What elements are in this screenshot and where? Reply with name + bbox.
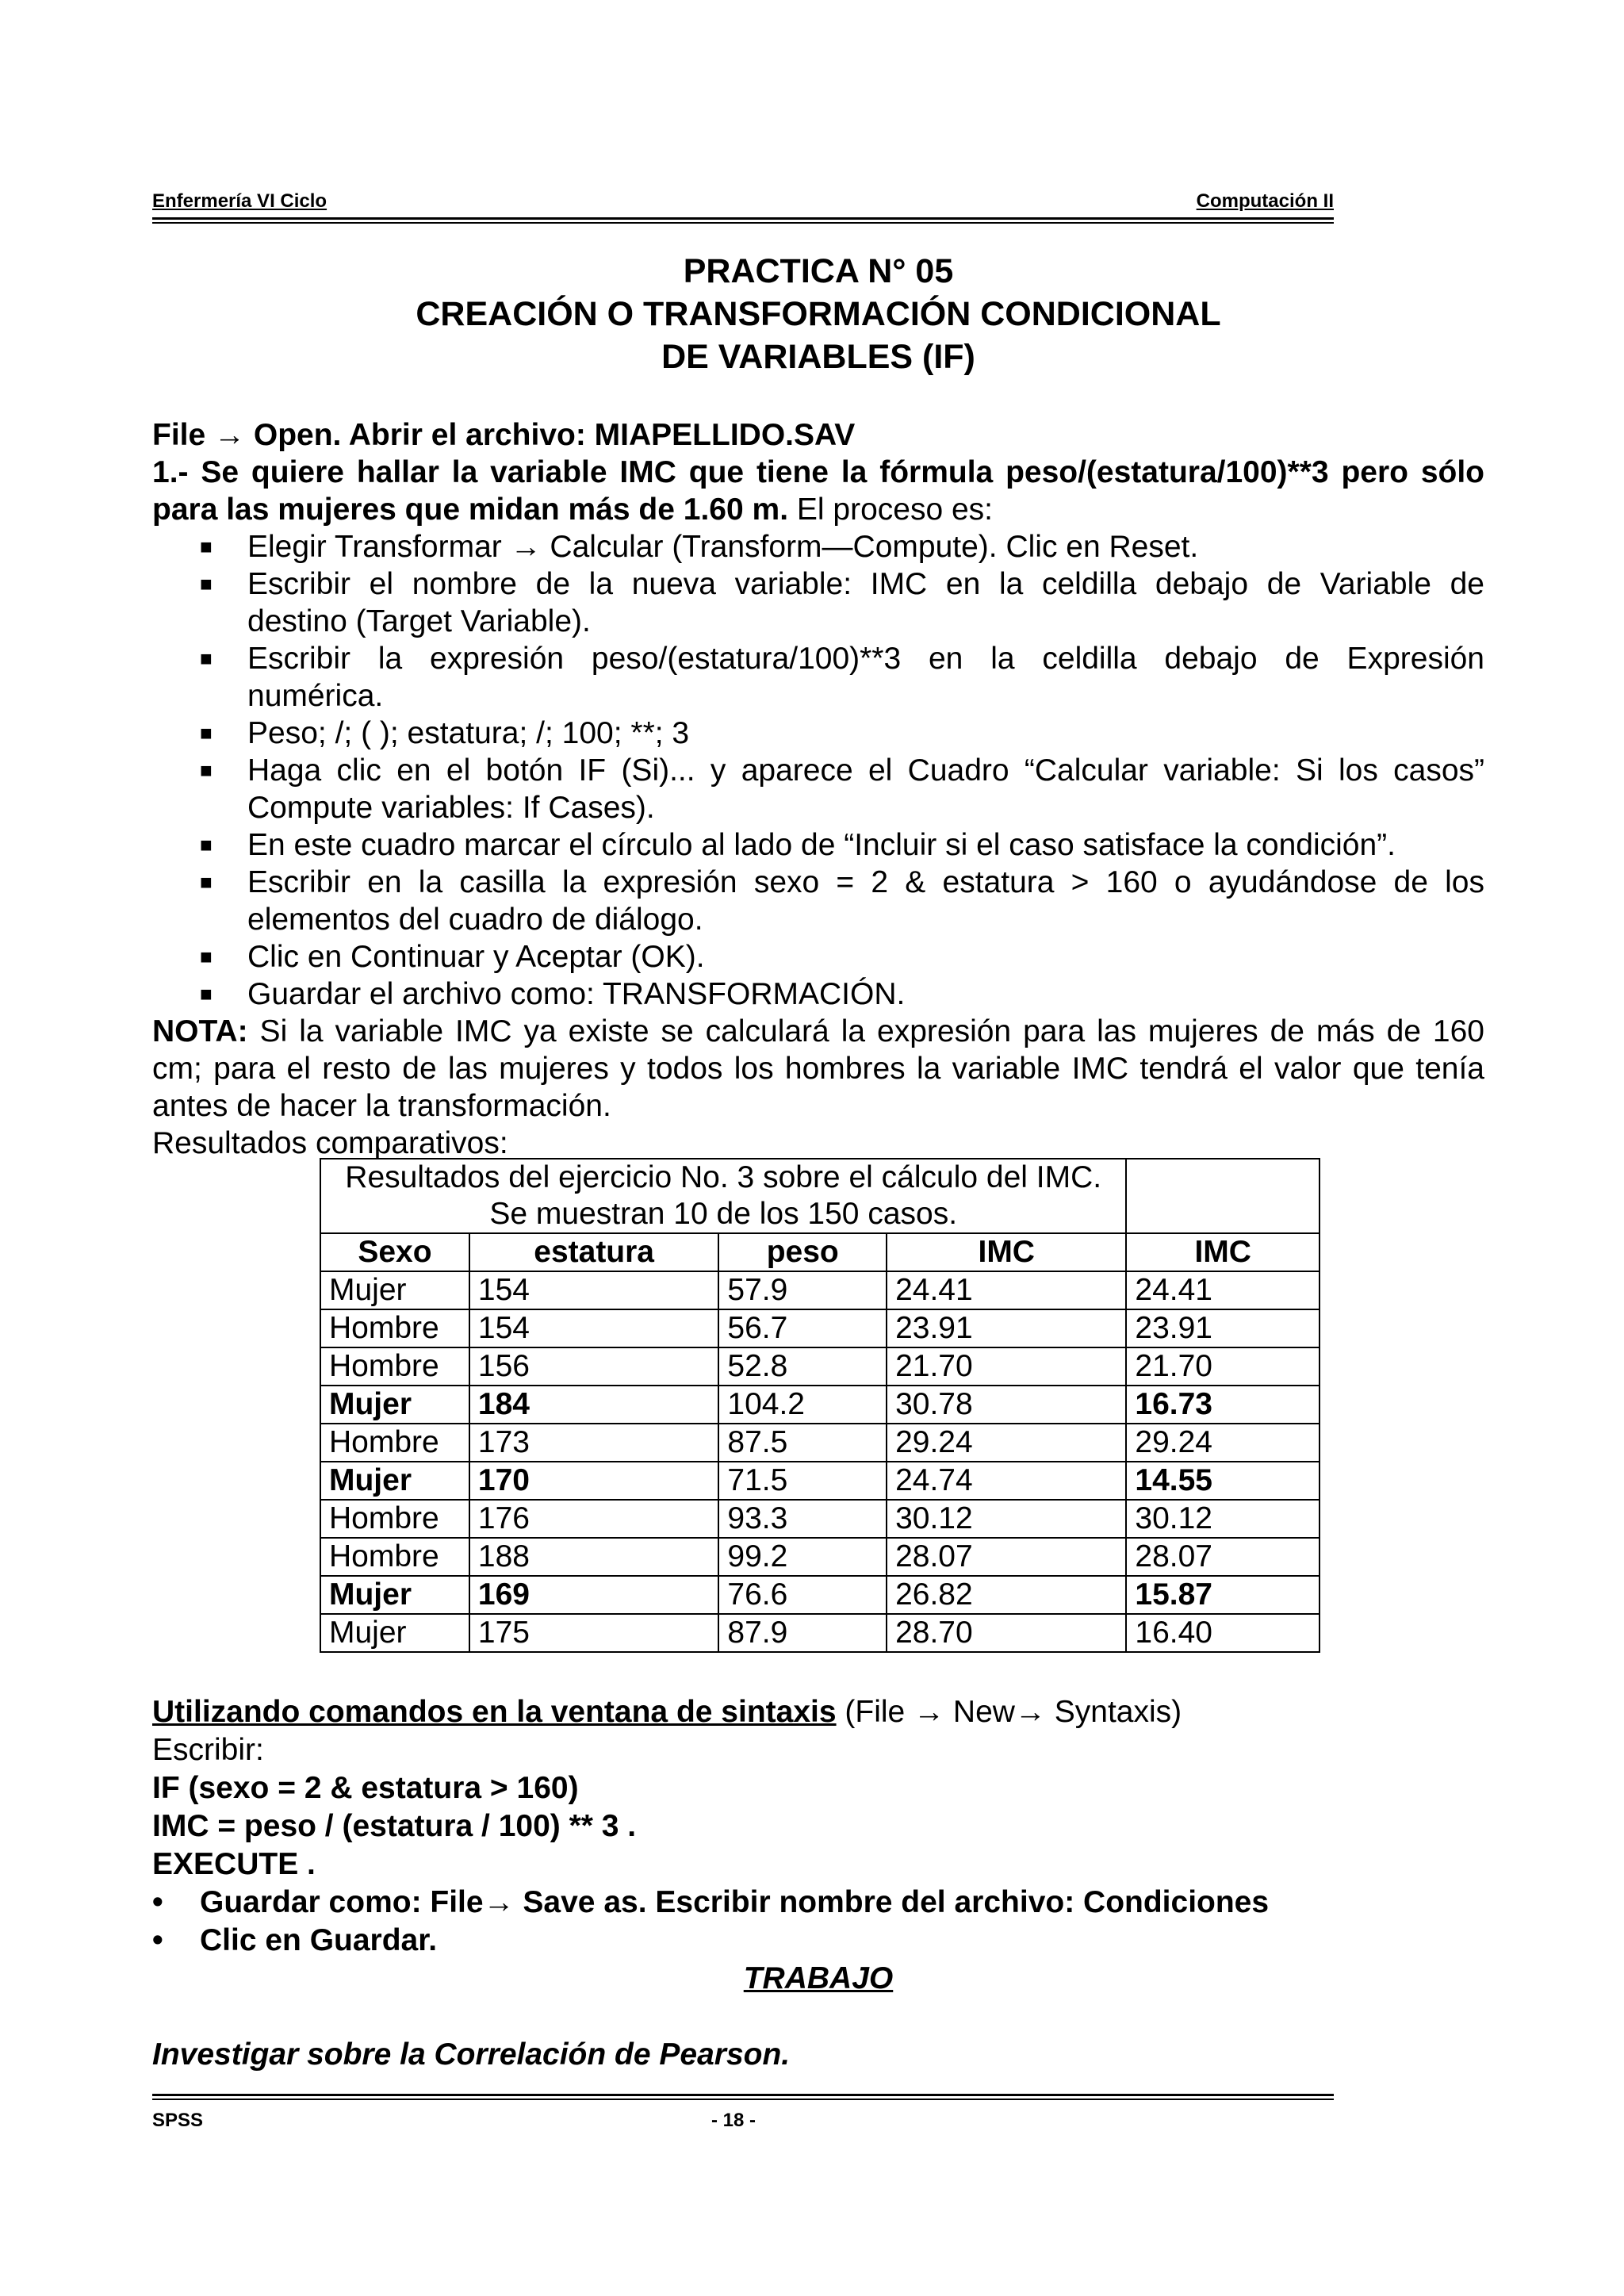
cell-sexo: Mujer [320, 1462, 469, 1500]
cell-sexo: Hombre [320, 1500, 469, 1538]
square-bullet-icon: ■ [200, 982, 213, 1006]
cell-sexo: Hombre [320, 1309, 469, 1347]
cell-estatura: 184 [469, 1386, 719, 1424]
bullet-dot-icon: • [152, 1885, 163, 1919]
step-item [152, 752, 1484, 826]
syntax-bullets [152, 1884, 1484, 1960]
cell-sexo: Mujer [320, 1386, 469, 1424]
cell-imc1: 30.78 [887, 1386, 1126, 1424]
cell-estatura: 156 [469, 1347, 719, 1386]
step-text-line-2: numérica. [247, 679, 384, 713]
cell-peso: 93.3 [718, 1500, 887, 1538]
step-item [152, 528, 1484, 565]
open-file-line: File → Open. Abrir el archivo: MIAPELLIDO.SAV [152, 418, 856, 452]
results-label: Resultados comparativos: [152, 1126, 508, 1160]
cell-estatura: 154 [469, 1309, 719, 1347]
footer-rule-thin [152, 2099, 1334, 2100]
cell-imc2: 28.07 [1126, 1538, 1320, 1576]
table-row [320, 1347, 1320, 1386]
cell-peso: 76.6 [718, 1576, 887, 1614]
cell-imc2: 23.91 [1126, 1309, 1320, 1347]
cell-sexo: Mujer [320, 1614, 469, 1652]
step-text-line-1: Elegir Transformar → Calcular (Transform—Compute). Clic en Reset. [247, 530, 1199, 564]
step-item [152, 864, 1484, 938]
footer-rule [152, 2094, 1334, 2096]
table-row [320, 1271, 1320, 1309]
cell-imc1: 24.74 [887, 1462, 1126, 1500]
header-subject: Computación II [1196, 190, 1334, 212]
page-title [152, 250, 1484, 378]
header-imc-1: IMC [887, 1233, 1126, 1271]
code-line-2: IMC = peso / (estatura / 100) ** 3 . [152, 1809, 637, 1843]
table-caption-row [320, 1159, 1320, 1233]
step-text-line-1: Escribir el nombre de la nueva variable: IMC en la celdilla debajo de Variable de [247, 567, 1484, 601]
table-header-row [320, 1233, 1320, 1271]
step-text-line-1: Guardar el archivo como: TRANSFORMACIÓN. [247, 977, 906, 1011]
cell-peso: 104.2 [718, 1386, 887, 1424]
square-bullet-icon: ■ [200, 646, 213, 670]
syntax-heading-rest: (File → New→ Syntaxis) [836, 1695, 1182, 1729]
cell-peso: 99.2 [718, 1538, 887, 1576]
square-bullet-icon: ■ [200, 870, 213, 894]
caption-line-1: Resultados del ejercicio No. 3 sobre el cálculo del IMC. [345, 1160, 1102, 1194]
bullet-text: Clic en Guardar. [200, 1923, 438, 1957]
cell-peso: 71.5 [718, 1462, 887, 1500]
cell-peso: 52.8 [718, 1347, 887, 1386]
cell-sexo: Hombre [320, 1347, 469, 1386]
cell-imc1: 28.70 [887, 1614, 1126, 1652]
cell-imc1: 21.70 [887, 1347, 1126, 1386]
instructions [152, 416, 1484, 1162]
header-peso: peso [718, 1233, 887, 1271]
step-item [152, 640, 1484, 715]
header-estatura: estatura [469, 1233, 719, 1271]
table-row [320, 1462, 1320, 1500]
step-item [152, 826, 1484, 864]
square-bullet-icon: ■ [200, 535, 213, 558]
caption-line-2: Se muestran 10 de los 150 casos. [489, 1197, 958, 1231]
square-bullet-icon: ■ [200, 758, 213, 782]
bullet-save-as [152, 1884, 1484, 1922]
step-text-line-2: Compute variables: If Cases). [247, 791, 655, 825]
bullet-text: Guardar como: File→ Save as. Escribir nombre del archivo: Condiciones [200, 1885, 1270, 1919]
table-row [320, 1386, 1320, 1424]
square-bullet-icon: ■ [200, 833, 213, 857]
cell-imc1: 30.12 [887, 1500, 1126, 1538]
page-number: - 18 - [711, 2110, 756, 2131]
cell-imc1: 26.82 [887, 1576, 1126, 1614]
header-sexo: Sexo [320, 1233, 469, 1271]
step-item [152, 938, 1484, 976]
cell-peso: 87.5 [718, 1424, 887, 1462]
footer-software: SPSS [152, 2110, 204, 2131]
note-text-1: Si la variable IMC ya existe se calculará la expresión para las mujeres de más de 160 [247, 1014, 1484, 1048]
question-1-line-2 [152, 491, 1484, 528]
cell-imc1: 28.07 [887, 1538, 1126, 1576]
step-item [152, 715, 1484, 752]
square-bullet-icon: ■ [200, 721, 213, 745]
step-text-line-1: Clic en Continuar y Aceptar (OK). [247, 940, 705, 974]
table-row [320, 1538, 1320, 1576]
cell-estatura: 169 [469, 1576, 719, 1614]
step-item [152, 976, 1484, 1013]
results-table [320, 1158, 1320, 1653]
code-line-3: EXECUTE . [152, 1847, 316, 1881]
cell-imc2: 30.12 [1126, 1500, 1320, 1538]
page-footer [152, 2110, 1334, 2133]
cell-estatura: 170 [469, 1462, 719, 1500]
cell-peso: 56.7 [718, 1309, 887, 1347]
step-item [152, 565, 1484, 640]
cell-imc2: 24.41 [1126, 1271, 1320, 1309]
question-1-bold: para las mujeres que midan más de 1.60 m. [152, 493, 789, 527]
table-caption [320, 1159, 1126, 1233]
header-imc-2: IMC [1126, 1233, 1320, 1271]
cell-sexo: Hombre [320, 1424, 469, 1462]
cell-imc1: 23.91 [887, 1309, 1126, 1347]
steps-list [152, 528, 1484, 1013]
write-label: Escribir: [152, 1733, 264, 1767]
page-header [152, 190, 1334, 217]
note-line-3: antes de hacer la transformación. [152, 1089, 611, 1123]
table-row [320, 1500, 1320, 1538]
cell-imc2: 16.73 [1126, 1386, 1320, 1424]
step-text-line-1: En este cuadro marcar el círculo al lado de “Incluir si el caso satisface la condición”. [247, 828, 1396, 862]
step-text-line-1: Escribir la expresión peso/(estatura/100)**3 en la celdilla debajo de Expresión [247, 642, 1484, 676]
cell-imc2: 29.24 [1126, 1424, 1320, 1462]
step-text-line-1: Haga clic en el botón IF (Si)... y aparece el Cuadro “Calcular variable: Si los casos” [247, 753, 1484, 788]
title-line-3: DE VARIABLES (IF) [661, 338, 975, 376]
code-line-1: IF (sexo = 2 & estatura > 160) [152, 1771, 579, 1805]
syntax-heading-line [152, 1693, 1484, 1731]
table-row [320, 1614, 1320, 1652]
bullet-dot-icon: • [152, 1923, 163, 1957]
question-1-line-1: 1.- Se quiere hallar la variable IMC que tiene la fórmula peso/(estatura/100)**3 pero sólo [152, 455, 1484, 489]
cell-estatura: 175 [469, 1614, 719, 1652]
square-bullet-icon: ■ [200, 572, 213, 596]
cell-imc1: 24.41 [887, 1271, 1126, 1309]
table-row [320, 1424, 1320, 1462]
syntax-heading: Utilizando comandos en la ventana de sintaxis [152, 1695, 837, 1729]
cell-estatura: 154 [469, 1271, 719, 1309]
cell-estatura: 173 [469, 1424, 719, 1462]
cell-imc2: 21.70 [1126, 1347, 1320, 1386]
table-row [320, 1309, 1320, 1347]
header-course: Enfermería VI Ciclo [152, 190, 327, 212]
title-line-2: CREACIÓN O TRANSFORMACIÓN CONDICIONAL [416, 295, 1221, 333]
cell-peso: 57.9 [718, 1271, 887, 1309]
square-bullet-icon: ■ [200, 945, 213, 968]
cell-sexo: Mujer [320, 1576, 469, 1614]
step-text-line-1: Peso; /; ( ); estatura; /; 100; **; 3 [247, 716, 690, 750]
note-line-1 [152, 1013, 1484, 1050]
header-rule [152, 217, 1334, 220]
table-row [320, 1576, 1320, 1614]
note-label: NOTA: [152, 1014, 248, 1048]
cell-imc2: 14.55 [1126, 1462, 1320, 1500]
cell-estatura: 176 [469, 1500, 719, 1538]
cell-peso: 87.9 [718, 1614, 887, 1652]
cell-imc2: 15.87 [1126, 1576, 1320, 1614]
step-text-line-1: Escribir en la casilla la expresión sexo = 2 & estatura > 160 o ayudándose de los [247, 865, 1484, 899]
note-line-2: cm; para el resto de las mujeres y todos los hombres la variable IMC tendrá el valor que tenía [152, 1052, 1484, 1086]
bullet-save [152, 1922, 1484, 1960]
cell-estatura: 188 [469, 1538, 719, 1576]
cell-sexo: Hombre [320, 1538, 469, 1576]
investigate-line: Investigar sobre la Correlación de Pearson. [152, 2037, 791, 2072]
syntax-section [152, 1693, 1484, 2074]
trabajo-heading: TRABAJO [743, 1961, 894, 1995]
cell-imc2: 16.40 [1126, 1614, 1320, 1652]
cell-imc1: 29.24 [887, 1424, 1126, 1462]
step-text-line-2: elementos del cuadro de diálogo. [247, 903, 703, 937]
title-line-1: PRACTICA N° 05 [683, 252, 954, 290]
step-text-line-2: destino (Target Variable). [247, 604, 591, 638]
caption-empty-cell [1126, 1159, 1320, 1233]
cell-sexo: Mujer [320, 1271, 469, 1309]
question-1-rest: El proceso es: [788, 493, 994, 527]
header-rule-thin [152, 222, 1334, 224]
